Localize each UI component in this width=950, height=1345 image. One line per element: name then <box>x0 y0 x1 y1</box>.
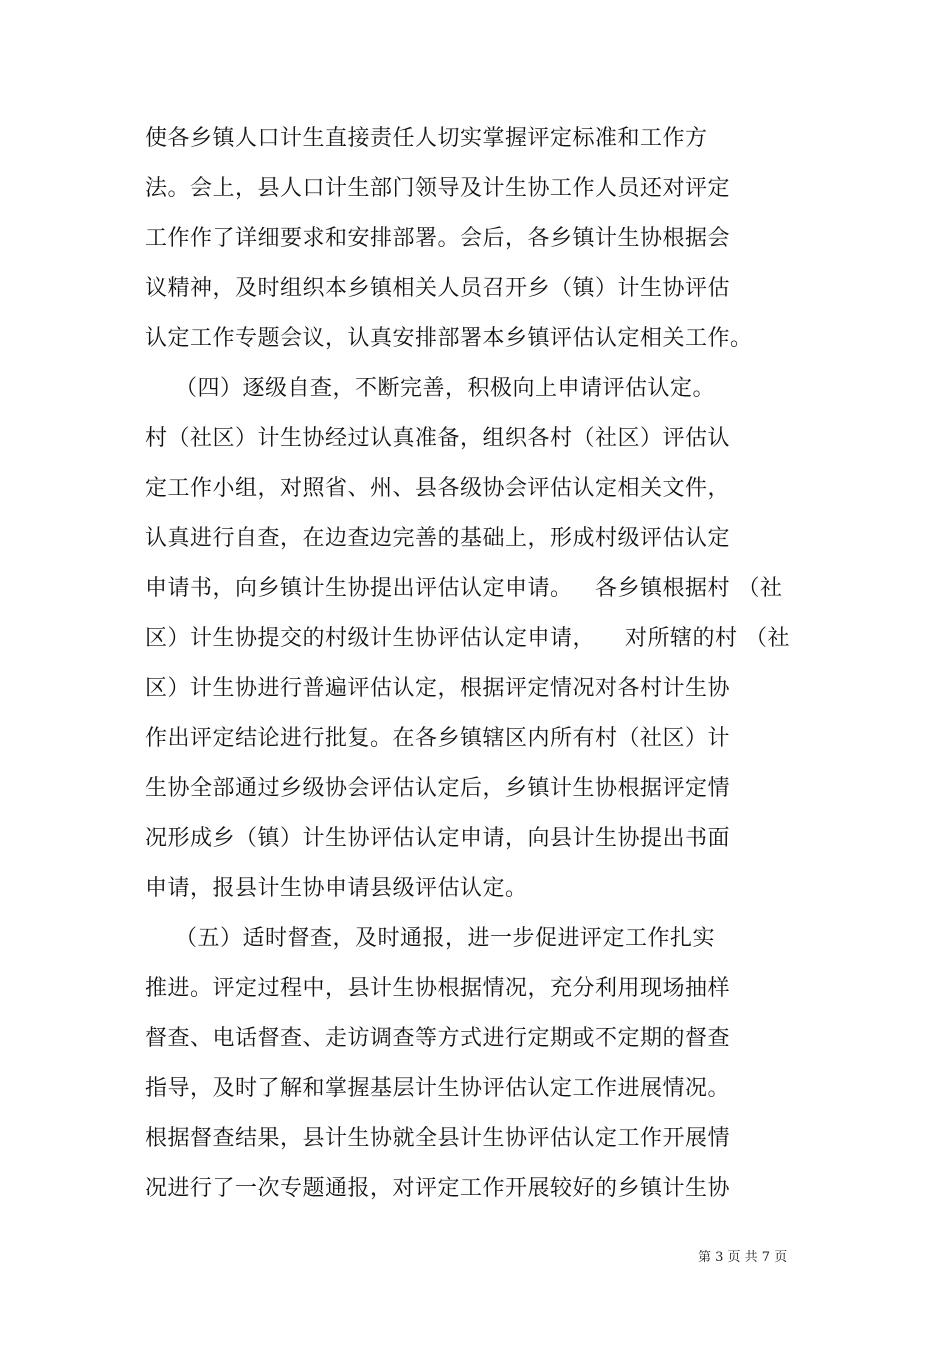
body-line: 认定工作专题会议，认真安排部署本乡镇评估认定相关工作。 <box>145 326 753 351</box>
section-heading-four: （四）逐级自查，不断完善，积极向上申请评估认定。 <box>145 376 715 401</box>
body-line: 使各乡镇人口计生直接责任人切实掌握评定标准和工作方 <box>145 126 708 151</box>
body-line: 法。会上，县人口计生部门领导及计生协工作人员还对评定 <box>145 176 731 201</box>
body-line: 申请书，向乡镇计生协提出评估认定申请。 各乡镇根据村 （社 <box>145 576 783 601</box>
body-line: 认真进行自查，在边查边完善的基础上，形成村级评估认定 <box>145 526 731 551</box>
body-line: 议精神，及时组织本乡镇相关人员召开乡（镇）计生协评估 <box>145 276 731 301</box>
section-heading-five: （五）适时督查，及时通报，进一步促进评定工作扎实 <box>145 926 715 951</box>
body-line: 督查、电话督查、走访调查等方式进行定期或不定期的督查 <box>145 1026 731 1051</box>
body-line: 指导，及时了解和掌握基层计生协评估认定工作进展情况。 <box>145 1076 731 1101</box>
body-line: 定工作小组，对照省、州、县各级协会评估认定相关文件， <box>145 476 731 501</box>
body-line: 根据督查结果，县计生协就全县计生协评估认定工作开展情 <box>145 1126 731 1151</box>
body-line: 工作作了详细要求和安排部署。会后，各乡镇计生协根据会 <box>145 226 731 251</box>
body-line: 申请，报县计生协申请县级评估认定。 <box>145 876 528 901</box>
body-line: 区）计生协提交的村级计生协评估认定申请， 对所辖的村 （社 <box>145 626 790 651</box>
page-number-footer: 第 3 页 共 7 页 <box>698 1250 788 1265</box>
body-line: 况形成乡（镇）计生协评估认定申请，向县计生协提出书面 <box>145 826 731 851</box>
body-line: 作出评定结论进行批复。在各乡镇辖区内所有村（社区）计 <box>145 726 731 751</box>
body-line: 村（社区）计生协经过认真准备，组织各村（社区）评估认 <box>145 426 731 451</box>
body-line: 况进行了一次专题通报，对评定工作开展较好的乡镇计生协 <box>145 1176 731 1201</box>
body-line: 区）计生协进行普遍评估认定，根据评定情况对各村计生协 <box>145 676 731 701</box>
body-line: 生协全部通过乡级协会评估认定后，乡镇计生协根据评定情 <box>145 776 731 801</box>
body-line: 推进。评定过程中，县计生协根据情况，充分利用现场抽样 <box>145 976 731 1001</box>
